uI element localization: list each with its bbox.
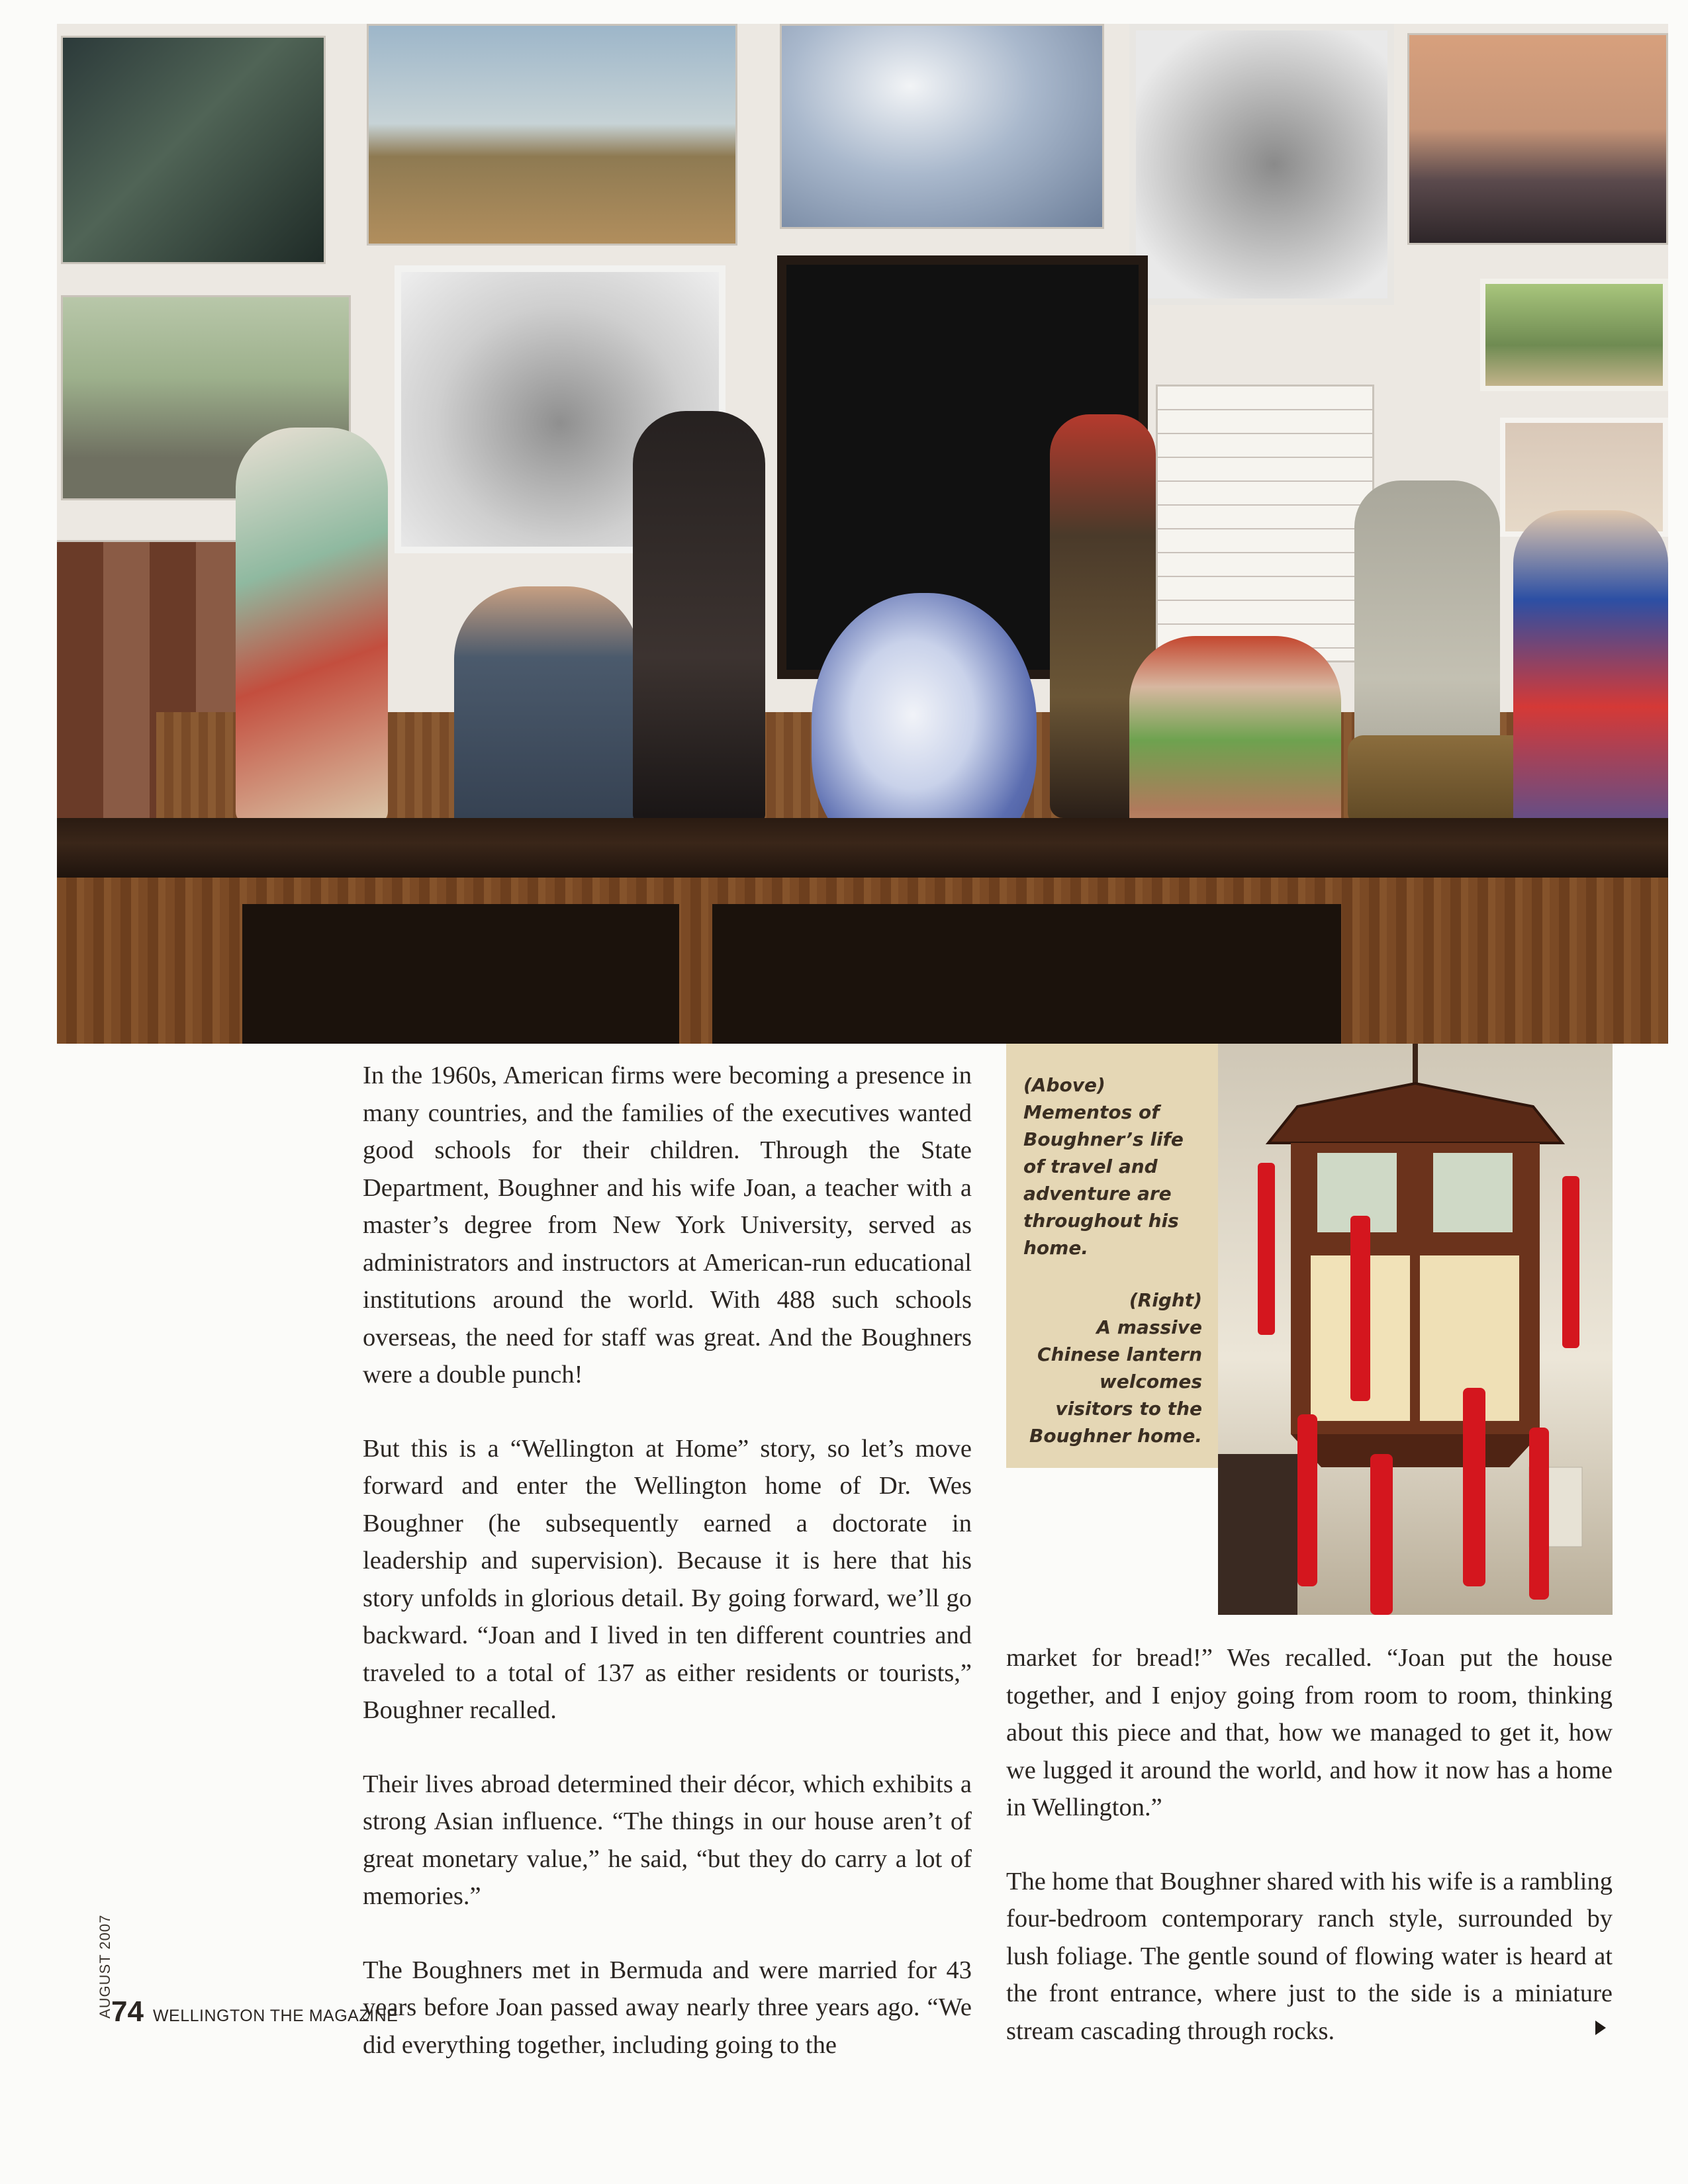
article-column-left bbox=[363, 1057, 972, 2100]
shelf-top bbox=[57, 818, 1668, 881]
article-paragraph: But this is a “Wellington at Home” story, so let’s move forward and enter the Wellington home of Dr. Wes Boughner (he subsequently earned a doctorate in leadership and supervision). Because it is here that his story unfolds in glorious detail. By going forward, we’ll go backward. “Joan and I lived in ten different countries and traveled to a total of 137 as either residents or tourists,” Boughner recalled. bbox=[363, 1434, 972, 1724]
top-photo bbox=[57, 24, 1668, 1044]
caption-above bbox=[1023, 1071, 1202, 1261]
lantern-photo bbox=[1218, 1044, 1613, 1615]
article-paragraph: Their lives abroad determined their décor, which exhibits a strong Asian influence. “The things in our house aren’t of great monetary value,” he said, “but they do carry a lot of memories.” bbox=[363, 1770, 972, 1910]
photo-caption-box bbox=[1006, 1044, 1218, 1468]
framed-photo-car bbox=[1480, 279, 1668, 391]
caption-above-label: (Above) bbox=[1023, 1074, 1105, 1096]
cabinet-opening bbox=[242, 904, 679, 1044]
framed-photo-aquarium bbox=[61, 36, 326, 264]
caption-right-label: (Right) bbox=[1129, 1289, 1202, 1311]
article-paragraph: market for bread!” Wes recalled. “Joan put the house together, and I enjoy going from room to room, thinking about this piece and that, how we managed to get it, how we lugged it around the world, and how it now has a home in Wellington.” bbox=[1006, 1644, 1613, 1821]
article-paragraph: The home that Boughner shared with his wife is a rambling four-bedroom contemporary ranch style, surrounded by lush foliage. The gentle sound of flowing water is heard at the front entrance, where just to the side is a miniature stream cascading through rocks. bbox=[1006, 1867, 1613, 2045]
figurine-chinese-god bbox=[236, 428, 388, 825]
folio bbox=[111, 1995, 398, 2028]
caption-above-text: Mementos of Boughner’s life of travel and adventure are throughout his home. bbox=[1023, 1101, 1184, 1259]
article-paragraph: The Boughners met in Bermuda and were married for 43 years before Joan passed away nearly three years ago. “We did everything together, including going to the bbox=[363, 1956, 972, 2059]
framed-photo-safari bbox=[367, 24, 737, 246]
cabinet-opening bbox=[712, 904, 1341, 1044]
article-paragraph: In the 1960s, American firms were becoming a presence in many countries, and the families of the executives wanted good schools for their children. Through the State Department, Boughner and his wife Joan, a teacher with a master’s degree from New York University, served as administrators and instructors at American-run educational institutions around the world. With 488 such schools overseas, the need for staff was great. And the Boughners were a double punch! bbox=[363, 1062, 972, 1388]
figurine-samurai bbox=[1513, 510, 1668, 868]
statue-falcon bbox=[633, 411, 765, 821]
magazine-title: WELLINGTON THE MAGAZINE bbox=[152, 2007, 399, 2025]
framed-newsletter bbox=[1156, 385, 1374, 662]
lantern-illustration bbox=[1218, 1044, 1613, 1615]
caption-right bbox=[1023, 1287, 1202, 1449]
issue-date: AUGUST 2007 bbox=[97, 1914, 113, 2019]
triangle-right-icon bbox=[1595, 2021, 1606, 2035]
caption-right-text: A massive Chinese lantern welcomes visitors to the Boughner home. bbox=[1029, 1316, 1202, 1447]
article-column-right bbox=[1006, 1639, 1613, 2086]
framed-photo-sky bbox=[780, 24, 1104, 229]
page-number: 74 bbox=[111, 1995, 144, 2028]
chest-brass bbox=[1348, 735, 1533, 828]
framed-photo-portrait-man bbox=[1129, 24, 1394, 305]
framed-photo-temple bbox=[1407, 33, 1668, 245]
